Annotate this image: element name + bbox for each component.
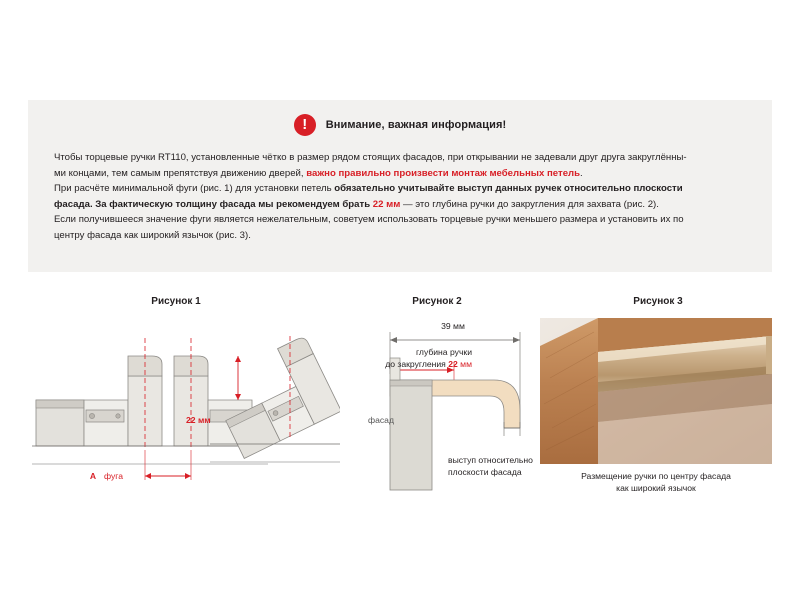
figures-row (28, 296, 772, 516)
figure-3-caption-line-1: Размещение ручки по центру фасада (581, 471, 731, 481)
figure-1-label-fuga: фуга (104, 471, 123, 481)
notice-line-5 (54, 212, 746, 228)
notice-line-2-text: ми концами, тем самым препятствуя движению дверей, (54, 167, 307, 179)
notice-header (28, 100, 772, 136)
figure-1-dimension-22mm: 22 мм (186, 415, 211, 425)
notice-line-2-emphasis: важно правильно произвести монтаж мебельных петель (306, 167, 581, 179)
figure-3-caption-line-2: как широкий язычок (616, 483, 696, 493)
notice-line-2 (54, 166, 746, 182)
notice-line-4-value: 22 мм (372, 198, 401, 210)
figure-3-photo (540, 318, 772, 464)
figure-2-note-line-1: выступ относительно (448, 455, 533, 465)
notice-line-1 (54, 150, 746, 166)
figure-2-depth-unit: мм (457, 359, 472, 369)
notice-panel (28, 100, 772, 272)
notice-line-4-text: фасада. За фактическую толщину фасада мы рекомендуем брать (54, 198, 373, 210)
figure-2-note-line-2: плоскости фасада (448, 467, 522, 477)
notice-line-6 (54, 228, 746, 244)
figure-2-facade-label: фасад (368, 415, 394, 425)
figure-3-title: Рисунок 3 (633, 296, 683, 307)
notice-line-4 (54, 197, 746, 213)
figure-2-depth-line-2 (350, 358, 472, 370)
notice-line-4-tail: — это глубина ручки до закругления для захвата (рис. 2). (400, 198, 659, 210)
figure-2-dimension-39mm: 39 мм (441, 321, 465, 331)
figure-2-depth-line-1: глубина ручки (415, 347, 472, 357)
exclamation-circle-icon: ! (294, 114, 316, 136)
figure-1-label-a: A (89, 471, 97, 481)
notice-line-3 (54, 181, 746, 197)
notice-line-5-text: Если получившееся значение фуги является нежелательным, советуем использовать торцевые ручки меньшего размера и установить их по (54, 214, 684, 226)
notice-title: Внимание, важная информация! (325, 119, 507, 131)
notice-body (28, 136, 772, 244)
figure-1-open-door (210, 318, 340, 508)
figure-2-depth-text: до закругления (385, 359, 449, 369)
notice-line-3-emphasis: обязательно учитывайте выступ данных ручек относительно плоскости (334, 183, 683, 195)
notice-line-2-tail: . (580, 167, 583, 179)
notice-line-6-text: центру фасада как широкий язычок (рис. 3). (54, 229, 251, 241)
notice-line-1-text: Чтобы торцевые ручки RT110, установленные чётко в размер рядом стоящих фасадов, при открывании не задевали друг друга закруглённы- (54, 152, 687, 163)
figure-2-depth-value: 22 (448, 359, 458, 369)
figure-2-title: Рисунок 2 (412, 296, 462, 307)
notice-line-3-text: При расчёте минимальной фуги (рис. 1) для установки петель (54, 183, 335, 195)
figure-1-title: Рисунок 1 (151, 296, 201, 307)
